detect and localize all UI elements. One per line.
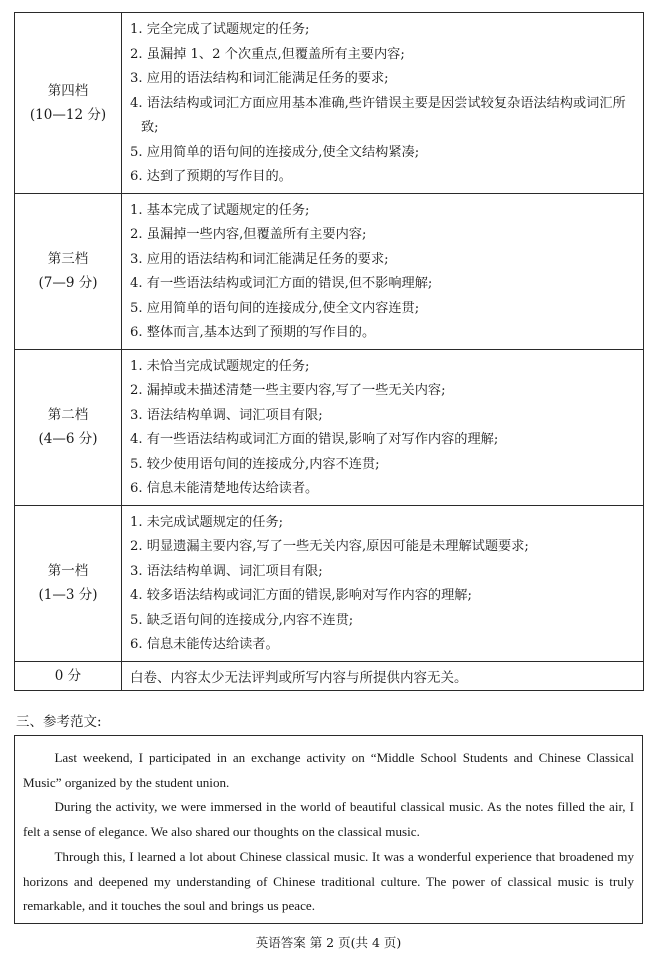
reference-essay-heading: 三、参考范文: xyxy=(16,714,102,730)
criteria-item: 6. 信息未能传达给读者。 xyxy=(130,637,279,652)
grade-level-name: 第一档 xyxy=(47,563,89,579)
grade-level-name: 第三档 xyxy=(47,251,89,267)
criteria-item: 2. 明显遗漏主要内容,写了一些无关内容,原因可能是未理解试题要求; xyxy=(130,539,529,554)
grade-row-zero xyxy=(15,661,644,690)
criteria-item: 2. 漏掉或未描述清楚一些主要内容,写了一些无关内容; xyxy=(130,383,446,398)
essay-paragraph: Through this, I learned a lot about Chinese classical music. It was a wonderful experience that broadened my horizons and deepened my understanding of Chinese traditional culture. The power of classical music is truly remarkable, and it touches the soul and brings us peace. xyxy=(23,848,634,914)
criteria-item: 4. 语法结构或词汇方面应用基本准确,些许错误主要是因尝试较复杂语法结构或词汇所致; xyxy=(130,95,626,135)
grade-level-cell xyxy=(15,505,122,661)
grade-criteria-cell xyxy=(122,505,644,661)
criteria-item: 3. 语法结构单调、词汇项目有限; xyxy=(130,563,323,579)
grade-level-cell xyxy=(15,193,122,349)
grade-row-level-1 xyxy=(15,505,644,661)
reference-essay-box xyxy=(14,735,643,924)
criteria-item: 3. 应用的语法结构和词汇能满足任务的要求; xyxy=(130,71,389,86)
essay-paragraph: During the activity, we were immersed in the world of beautiful classical music. As the notes filled the air, I felt a sense of elegance. We also shared our thoughts on the classical music. xyxy=(23,799,634,840)
essay-paragraph: Last weekend, I participated in an exchange activity on “Middle School Students and Chinese Classical Music” organized by the student union. xyxy=(23,750,634,790)
criteria-item: 4. 有一些语法结构或词汇方面的错误,但不影响理解; xyxy=(130,276,433,291)
grade-level-name: 0 分 xyxy=(15,661,122,690)
grading-table xyxy=(14,12,644,691)
criteria-item: 2. 虽漏掉 1、2 个次重点,但覆盖所有主要内容; xyxy=(130,46,405,62)
criteria-item: 1. 基本完成了试题规定的任务; xyxy=(130,202,310,218)
criteria-item: 6. 整体而言,基本达到了预期的写作目的。 xyxy=(130,325,376,340)
criteria-item: 1. 未完成试题规定的任务; xyxy=(130,514,284,530)
criteria-item: 5. 较少使用语句间的连接成分,内容不连贯; xyxy=(130,456,380,472)
grade-row-level-2 xyxy=(15,349,644,505)
grade-zero-description: 白卷、内容太少无法评判或所写内容与所提供内容无关。 xyxy=(122,661,644,690)
criteria-item: 5. 应用简单的语句间的连接成分,使全文结构紧凑; xyxy=(130,144,420,160)
criteria-item: 4. 较多语法结构或词汇方面的错误,影响对写作内容的理解; xyxy=(130,588,472,603)
grade-level-range: (1—3 分) xyxy=(38,587,98,603)
grade-level-range: (7—9 分) xyxy=(38,275,98,291)
grade-level-name: 第四档 xyxy=(47,82,89,99)
grade-criteria-cell xyxy=(122,193,644,349)
criteria-item: 5. 应用简单的语句间的连接成分,使全文内容连贯; xyxy=(130,300,420,316)
grade-row-level-4 xyxy=(15,13,644,194)
grade-level-range: (4—6 分) xyxy=(38,431,98,447)
criteria-item: 3. 应用的语法结构和词汇能满足任务的要求; xyxy=(130,251,389,267)
criteria-item: 4. 有一些语法结构或词汇方面的错误,影响了对写作内容的理解; xyxy=(130,432,499,447)
grade-row-level-3 xyxy=(15,193,644,349)
criteria-item: 1. 完全完成了试题规定的任务; xyxy=(130,22,310,37)
criteria-item: 1. 未恰当完成试题规定的任务; xyxy=(130,358,310,374)
criteria-item: 6. 信息未能清楚地传达给读者。 xyxy=(130,481,319,496)
grade-criteria-cell xyxy=(122,13,644,194)
criteria-item: 2. 虽漏掉一些内容,但覆盖所有主要内容; xyxy=(130,227,367,242)
grade-level-name: 第二档 xyxy=(47,407,89,423)
criteria-item: 6. 达到了预期的写作目的。 xyxy=(130,169,292,184)
criteria-item: 3. 语法结构单调、词汇项目有限; xyxy=(130,407,323,423)
grade-level-cell xyxy=(15,13,122,194)
grade-criteria-cell xyxy=(122,349,644,505)
grade-level-cell xyxy=(15,349,122,505)
grade-level-range: (10—12 分) xyxy=(29,106,107,123)
page-footer: 英语答案 第 2 页(共 4 页) xyxy=(255,935,402,950)
criteria-item: 5. 缺乏语句间的连接成分,内容不连贯; xyxy=(130,612,354,628)
